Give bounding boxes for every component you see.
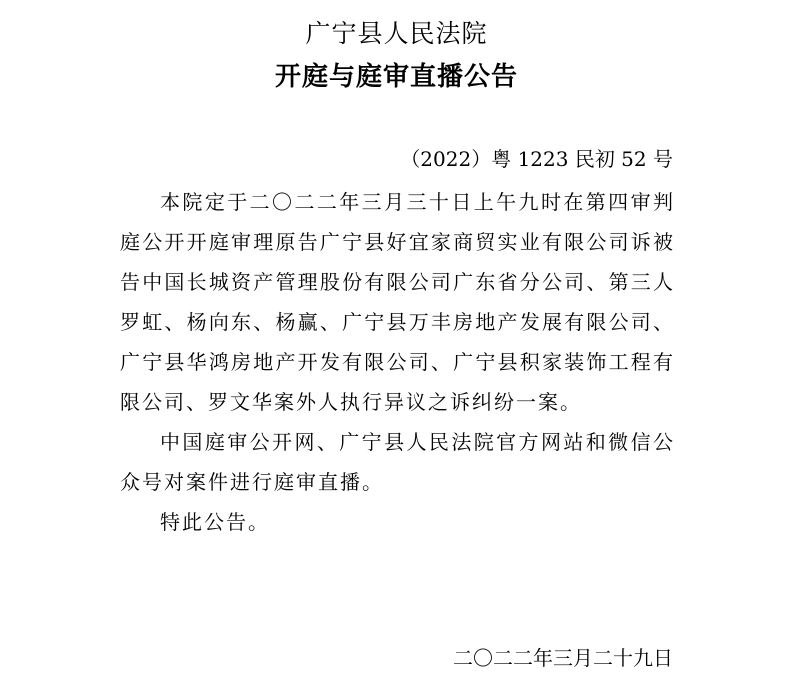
announcement-body [120, 182, 675, 542]
paragraph-live-broadcast: 中国庭审公开网、广宁县人民法院官方网站和微信公众号对案件进行庭审直播。 [120, 430, 675, 494]
court-name: 广宁县人民法院 [305, 19, 488, 48]
announcement-date: 二〇二二年三月二十九日 [453, 646, 673, 670]
case-number: （2022）粤 1223 民初 52 号 [400, 147, 673, 171]
document-title: 开庭与庭审直播公告 [274, 62, 518, 92]
paragraph-closing: 特此公告。 [160, 510, 270, 534]
paragraph-hearing-notice: 本院定于二〇二二年三月三十日上午九时在第四审判庭公开开庭审理原告广宁县好宜家商贸实业有限公司诉被告中国长城资产管理股份有限公司广东省分公司、第三人罗虹、杨向东、杨赢、广宁县万丰房地产发展有限公司、广宁县华鸿房地产开发有限公司、广宁县积家装饰工程有限公司、罗文华案外人执行异议之诉纠纷一案。 [120, 190, 675, 414]
